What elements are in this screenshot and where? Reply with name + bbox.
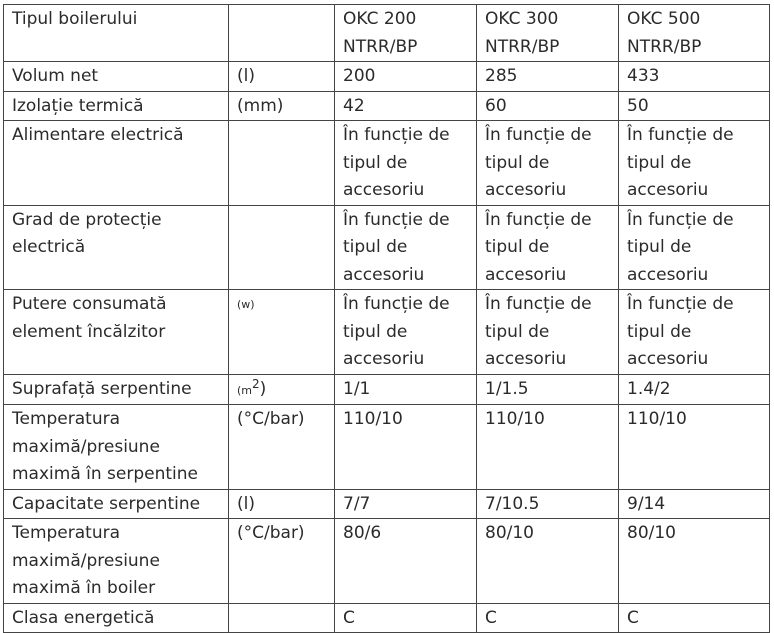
row-value: 80/6 xyxy=(335,519,477,604)
row-unit xyxy=(229,374,335,405)
table-row xyxy=(4,205,770,290)
row-unit: (mm) xyxy=(229,91,335,121)
header-unit xyxy=(229,5,335,62)
row-value: În funcție de tipul de accesoriu xyxy=(619,121,770,206)
row-value: 80/10 xyxy=(619,519,770,604)
table-row xyxy=(4,62,770,92)
row-parameter: Izolație termică xyxy=(4,91,229,121)
table-row xyxy=(4,91,770,121)
row-value: 200 xyxy=(335,62,477,92)
table-header-row xyxy=(4,5,770,62)
row-unit: (°C/bar) xyxy=(229,519,335,604)
table-row xyxy=(4,405,770,490)
row-value: 80/10 xyxy=(477,519,619,604)
row-value: 50 xyxy=(619,91,770,121)
row-value: 1/1 xyxy=(335,374,477,405)
row-unit xyxy=(229,121,335,206)
row-parameter: Capacitate serpentine xyxy=(4,489,229,519)
row-value: 42 xyxy=(335,91,477,121)
table-row xyxy=(4,519,770,604)
row-value: În funcție de tipul de accesoriu xyxy=(477,290,619,375)
unit-superscript: 2 xyxy=(252,376,260,391)
row-value: 1/1.5 xyxy=(477,374,619,405)
row-value: C xyxy=(619,603,770,633)
unit-text: (m xyxy=(237,383,253,397)
row-unit: (l) xyxy=(229,62,335,92)
row-value: 433 xyxy=(619,62,770,92)
row-value: 110/10 xyxy=(619,405,770,490)
table-row xyxy=(4,374,770,405)
row-value: C xyxy=(335,603,477,633)
row-value: 9/14 xyxy=(619,489,770,519)
row-value: C xyxy=(477,603,619,633)
row-unit: (w) xyxy=(229,290,335,375)
row-unit: (l) xyxy=(229,489,335,519)
row-value: În funcție de tipul de accesoriu xyxy=(335,290,477,375)
row-parameter: Suprafață serpentine xyxy=(4,374,229,405)
row-value: În funcție de tipul de accesoriu xyxy=(335,205,477,290)
row-parameter: Temperatura maximă/presiune maximă în boiler xyxy=(4,519,229,604)
table-row xyxy=(4,121,770,206)
row-value: 110/10 xyxy=(335,405,477,490)
table-row xyxy=(4,489,770,519)
row-parameter: Temperatura maximă/presiune maximă în serpentine xyxy=(4,405,229,490)
row-value: 1.4/2 xyxy=(619,374,770,405)
header-model-1: OKC 200 NTRR/BP xyxy=(335,5,477,62)
row-unit: (°C/bar) xyxy=(229,405,335,490)
row-value: În funcție de tipul de accesoriu xyxy=(335,121,477,206)
row-unit xyxy=(229,205,335,290)
boiler-spec-table xyxy=(3,4,770,633)
unit-close: ) xyxy=(259,378,267,399)
row-value: 7/10.5 xyxy=(477,489,619,519)
header-model-3: OKC 500 NTRR/BP xyxy=(619,5,770,62)
table-row xyxy=(4,290,770,375)
row-value: În funcție de tipul de accesoriu xyxy=(477,121,619,206)
row-value: În funcție de tipul de accesoriu xyxy=(619,290,770,375)
row-value: 285 xyxy=(477,62,619,92)
row-value: 7/7 xyxy=(335,489,477,519)
row-parameter: Grad de protecție electrică xyxy=(4,205,229,290)
row-parameter: Clasa energetică xyxy=(4,603,229,633)
row-value: 110/10 xyxy=(477,405,619,490)
row-value: În funcție de tipul de accesoriu xyxy=(477,205,619,290)
row-parameter: Putere consumată element încălzitor xyxy=(4,290,229,375)
header-parameter: Tipul boilerului xyxy=(4,5,229,62)
row-value: În funcție de tipul de accesoriu xyxy=(619,205,770,290)
row-parameter: Volum net xyxy=(4,62,229,92)
row-value: 60 xyxy=(477,91,619,121)
row-parameter: Alimentare electrică xyxy=(4,121,229,206)
header-model-2: OKC 300 NTRR/BP xyxy=(477,5,619,62)
